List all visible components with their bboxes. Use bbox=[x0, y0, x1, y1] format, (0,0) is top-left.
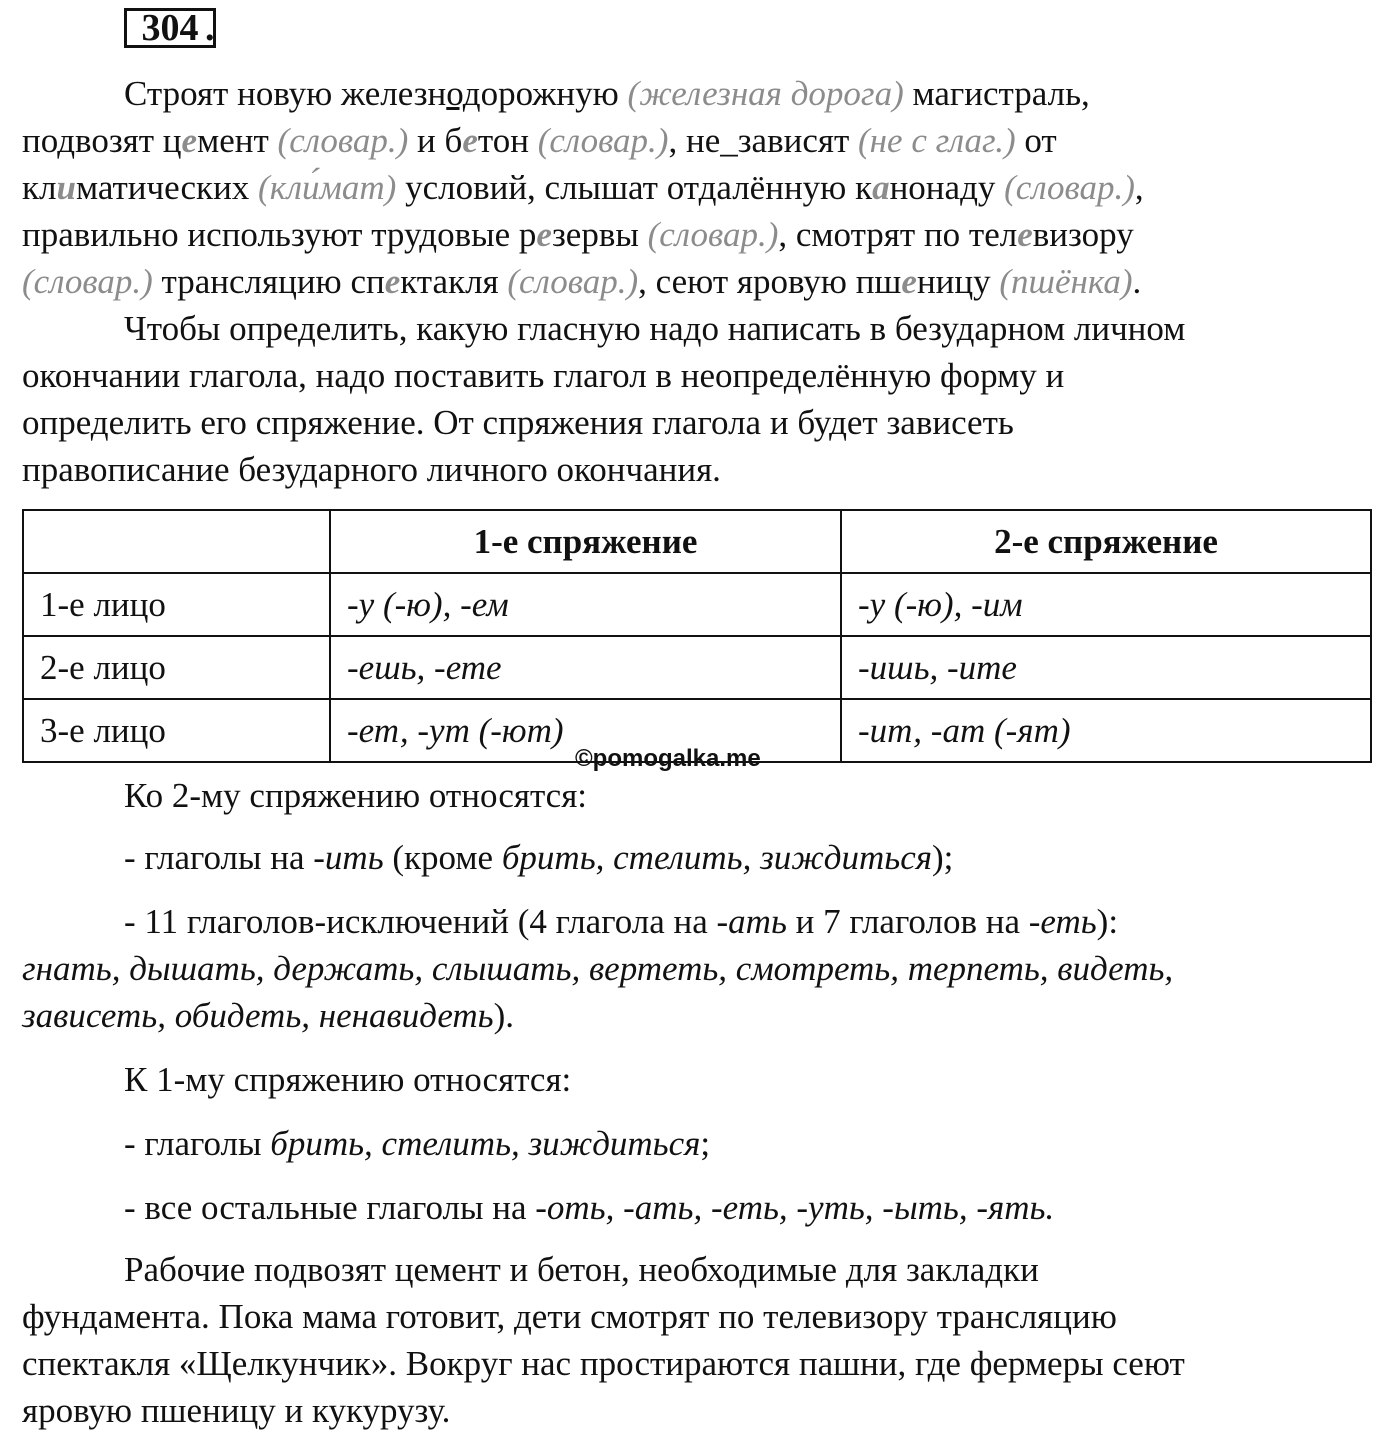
final-text bbox=[22, 1246, 1378, 1434]
text: (кроме bbox=[383, 838, 502, 877]
italic-text: зависеть, обидеть, ненавидеть bbox=[22, 996, 494, 1035]
second-conj-item-1 bbox=[22, 834, 1378, 881]
vowel: а bbox=[872, 168, 890, 207]
table-header-first: 1-е спряжение bbox=[330, 510, 841, 573]
vowel: е bbox=[901, 262, 917, 301]
conjugation-table bbox=[22, 509, 1372, 763]
text: тон bbox=[477, 121, 538, 160]
vowel: е bbox=[462, 121, 478, 160]
item2-line-2: гнать, дышать, держать, слышать, вертеть, смотреть, терпеть, видеть, bbox=[22, 949, 1174, 988]
p1-line-2 bbox=[22, 117, 1378, 164]
text: ); bbox=[932, 838, 954, 877]
final-line-3: спектакля «Щелкунчик». Вокруг нас простираются пашни, где фермеры сеют bbox=[22, 1344, 1185, 1383]
second-conj-endings: -у (-ю), -им bbox=[841, 573, 1371, 636]
first-conj-title: К 1-му спряжению относятся: bbox=[124, 1060, 572, 1099]
text: ницу bbox=[916, 262, 1000, 301]
table-header-second: 2-е спряжение bbox=[841, 510, 1371, 573]
text: ): bbox=[1096, 902, 1119, 941]
text: условий, слышат отдалённую к bbox=[396, 168, 873, 207]
p1-line-3 bbox=[22, 164, 1378, 211]
table-header-row bbox=[23, 510, 1371, 573]
italic-text: брить, стелить, зиждиться bbox=[270, 1124, 701, 1163]
paragraph-rule bbox=[22, 305, 1378, 493]
note: (пшёнка) bbox=[999, 262, 1133, 301]
note: (словар.) bbox=[537, 121, 669, 160]
text: мент bbox=[197, 121, 278, 160]
italic-text: ать bbox=[728, 902, 787, 941]
final-line-2: фундамента. Пока мама готовит, дети смотрят по телевизору трансляцию bbox=[22, 1297, 1117, 1336]
text: ). bbox=[493, 996, 515, 1035]
final-line-4: яровую пшеницу и кукурузу. bbox=[22, 1391, 451, 1430]
watermark: ©pomogalka.me bbox=[575, 745, 761, 772]
text: и 7 глаголов на - bbox=[786, 902, 1041, 941]
row-label: 3-е лицо bbox=[23, 699, 330, 762]
paragraph-words-cont bbox=[22, 117, 1378, 305]
final-line-1: Рабочие подвозят цемент и бетон, необходимые для закладки bbox=[124, 1250, 1039, 1289]
note: (словар.) bbox=[507, 262, 639, 301]
row-label: 2-е лицо bbox=[23, 636, 330, 699]
text: зервы bbox=[551, 215, 648, 254]
vowel: е bbox=[384, 262, 401, 301]
text: от bbox=[1015, 121, 1057, 160]
italic-text: ить bbox=[324, 838, 384, 877]
note: (словар.) bbox=[22, 262, 153, 301]
text: , сеют яровую пш bbox=[638, 262, 902, 301]
first-conj-endings: -ет, -ут (-ют) bbox=[330, 699, 841, 762]
p1-line-5 bbox=[22, 258, 1378, 305]
row-label: 1-е лицо bbox=[23, 573, 330, 636]
text: ; bbox=[700, 1124, 711, 1163]
second-conj-title: Ко 2-му спряжению относятся: bbox=[124, 776, 588, 815]
text: . bbox=[1132, 262, 1142, 301]
text: , не_зависят bbox=[668, 121, 859, 160]
italic-text: брить, стелить, зиждиться bbox=[501, 838, 932, 877]
text: - глаголы на - bbox=[124, 838, 325, 877]
p1-line-4 bbox=[22, 211, 1378, 258]
italic-text: -оть, -ать, -еть, -уть, -ыть, -ять. bbox=[535, 1188, 1055, 1227]
item2-line-1 bbox=[22, 898, 1378, 945]
note: (не с глаг.) bbox=[858, 121, 1016, 160]
second-conj-endings: -ишь, -ите bbox=[841, 636, 1371, 699]
vowel: е bbox=[536, 215, 552, 254]
italic-text: еть bbox=[1040, 902, 1097, 941]
text: нонаду bbox=[889, 168, 1005, 207]
text: - глаголы bbox=[124, 1124, 271, 1163]
table-row bbox=[23, 636, 1371, 699]
first-conj-item-1 bbox=[22, 1120, 1378, 1167]
vowel: и bbox=[56, 168, 76, 207]
underlined-letters: од bbox=[446, 74, 481, 113]
second-conj-item-2 bbox=[22, 898, 1378, 1039]
p2-line-3: определить его спряжение. От спряжения глагола и будет зависеть bbox=[22, 403, 1014, 442]
text: правильно используют трудовые р bbox=[22, 215, 537, 254]
text: подвозят ц bbox=[22, 121, 182, 160]
paragraph-words bbox=[22, 70, 1378, 117]
first-conj-endings: -у (-ю), -ем bbox=[330, 573, 841, 636]
table-header-empty bbox=[23, 510, 330, 573]
text: ктакля bbox=[400, 262, 508, 301]
text: трансляцию сп bbox=[152, 262, 385, 301]
exercise-number: 304 bbox=[124, 8, 216, 48]
p1-line-1 bbox=[22, 70, 1378, 117]
text: Строят новую железн bbox=[124, 74, 447, 113]
note: (словар.) bbox=[277, 121, 409, 160]
note: (кли́мат) bbox=[258, 168, 397, 207]
note: (словар.) bbox=[647, 215, 779, 254]
text: кл bbox=[22, 168, 57, 207]
p2-line-4: правописание безударного личного окончания. bbox=[22, 450, 721, 489]
text: и б bbox=[408, 121, 463, 160]
text: матических bbox=[75, 168, 259, 207]
p2-line-2: окончании глагола, надо поставить глагол в неопределённую форму и bbox=[22, 356, 1065, 395]
note: (железная дорога) bbox=[627, 74, 904, 113]
vowel: е bbox=[1017, 215, 1033, 254]
exercise-number-dot: . bbox=[205, 7, 215, 49]
text: - все остальные глаголы на bbox=[124, 1188, 536, 1227]
text: магистраль, bbox=[903, 74, 1090, 113]
vowel: е bbox=[181, 121, 198, 160]
text: - 11 глаголов-исключений (4 глагола на - bbox=[124, 902, 729, 941]
text: , bbox=[1134, 168, 1144, 207]
first-conj-item-2 bbox=[22, 1184, 1378, 1231]
item2-line-3 bbox=[22, 992, 1378, 1039]
note: (словар.) bbox=[1004, 168, 1135, 207]
text: визору bbox=[1032, 215, 1134, 254]
table-row bbox=[23, 573, 1371, 636]
first-conj-endings: -ешь, -ете bbox=[330, 636, 841, 699]
second-conj-endings: -ит, -ат (-ят) bbox=[841, 699, 1371, 762]
text: орожную bbox=[480, 74, 628, 113]
text: , смотрят по тел bbox=[778, 215, 1018, 254]
p2-line-1: Чтобы определить, какую гласную надо написать в безударном личном bbox=[124, 309, 1186, 348]
